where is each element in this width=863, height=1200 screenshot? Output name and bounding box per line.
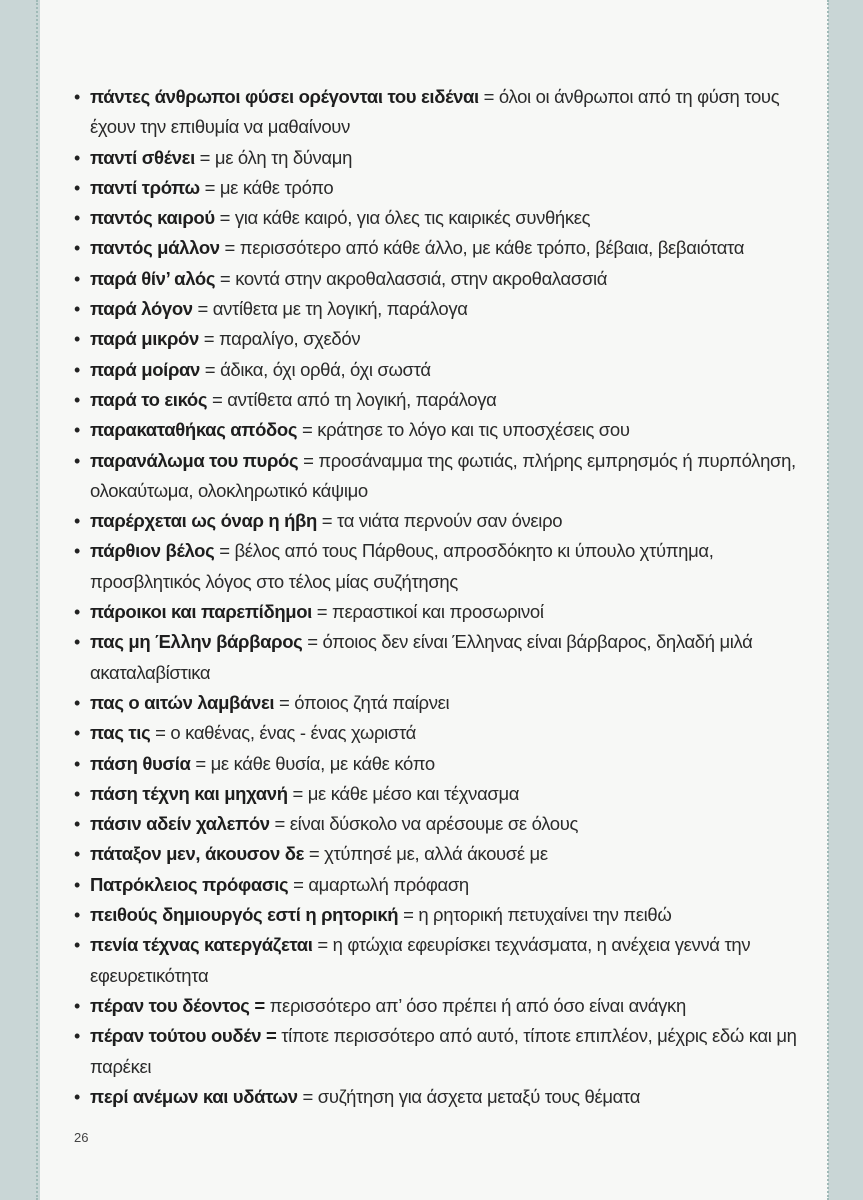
phrase-definition: αντίθετα από τη λογική, παράλογα bbox=[227, 388, 497, 410]
list-item bbox=[74, 627, 819, 688]
bullet-icon: • bbox=[74, 238, 80, 259]
list-item bbox=[74, 809, 819, 839]
phrase-definition: για κάθε καιρό, για όλες τις καιρικές συνθήκες bbox=[234, 207, 591, 229]
bullet-icon: • bbox=[74, 359, 80, 380]
phrase-definition: αμαρτωλή πρόφαση bbox=[308, 873, 469, 895]
bullet-icon: • bbox=[74, 1026, 80, 1047]
bullet-icon: • bbox=[74, 844, 80, 865]
equals-sign: = bbox=[265, 1025, 277, 1047]
equals-sign: = bbox=[307, 631, 318, 653]
list-item bbox=[74, 415, 819, 445]
equals-sign: = bbox=[254, 994, 265, 1016]
equals-sign: = bbox=[199, 146, 211, 168]
phrase-term: Πατρόκλειος πρόφασις bbox=[90, 873, 289, 895]
equals-sign: = bbox=[204, 358, 216, 380]
list-item bbox=[74, 143, 819, 173]
equals-sign: = bbox=[301, 419, 313, 441]
bullet-icon: • bbox=[74, 389, 80, 410]
equals-sign: = bbox=[317, 934, 328, 956]
equals-sign: = bbox=[303, 449, 314, 471]
bullet-icon: • bbox=[74, 905, 80, 926]
equals-sign: = bbox=[302, 1085, 313, 1107]
left-dotted-border bbox=[36, 0, 38, 1200]
phrase-definition: περισσότερο από κάθε άλλο, με κάθε τρόπο, βέβαια, βεβαιότατα bbox=[239, 237, 745, 259]
equals-sign: = bbox=[292, 782, 303, 804]
list-item bbox=[74, 203, 819, 233]
phrase-term: παντί τρόπω bbox=[90, 176, 200, 198]
phrase-term: παντί σθένει bbox=[90, 146, 195, 168]
equals-sign: = bbox=[316, 601, 328, 623]
bullet-icon: • bbox=[74, 783, 80, 804]
phrase-definition: με κάθε τρόπο bbox=[219, 176, 334, 198]
equals-sign: = bbox=[483, 86, 495, 107]
list-item bbox=[74, 82, 819, 143]
bullet-icon: • bbox=[74, 874, 80, 895]
phrase-definition: τα νιάτα περνούν σαν όνειρο bbox=[337, 510, 563, 532]
phrase-term: πειθούς δημιουργός εστί η ρητορική bbox=[90, 904, 399, 926]
phrase-term: πάσιν αδείν χαλεπόν bbox=[90, 813, 270, 835]
phrase-definition: προσάναμμα της φωτιάς, πλήρης εμπρησμός ή πυρπόληση, ολοκαύτωμα, ολοκληρωτικό κάψιμο bbox=[90, 449, 796, 501]
phrase-definition: κοντά στην ακροθαλασσιά, στην ακροθαλασσιά bbox=[235, 267, 608, 289]
bullet-icon: • bbox=[74, 268, 80, 289]
bullet-icon: • bbox=[74, 511, 80, 532]
list-item bbox=[74, 991, 819, 1021]
bullet-icon: • bbox=[74, 723, 80, 744]
phrase-definition: με κάθε μέσο και τέχνασμα bbox=[307, 782, 520, 804]
right-dotted-border bbox=[827, 0, 829, 1200]
list-item bbox=[74, 294, 819, 324]
bullet-icon: • bbox=[74, 602, 80, 623]
equals-sign: = bbox=[204, 176, 216, 198]
equals-sign: = bbox=[321, 510, 333, 532]
bullet-icon: • bbox=[74, 147, 80, 168]
bullet-icon: • bbox=[74, 541, 80, 562]
bullet-icon: • bbox=[74, 177, 80, 198]
phrase-term: πάση τέχνη και μηχανή bbox=[90, 782, 288, 804]
phrase-term: παρανάλωμα του πυρός bbox=[90, 449, 299, 471]
equals-sign: = bbox=[155, 722, 166, 744]
phrase-definition: ο καθένας, ένας - ένας χωριστά bbox=[170, 722, 416, 744]
phrase-term: παρά μικρόν bbox=[90, 328, 199, 350]
phrase-term: πας μη Έλλην βάρβαρος bbox=[90, 631, 303, 653]
list-item bbox=[74, 749, 819, 779]
equals-sign: = bbox=[211, 388, 223, 410]
bullet-icon: • bbox=[74, 632, 80, 653]
list-item bbox=[74, 1021, 819, 1082]
equals-sign: = bbox=[219, 540, 230, 562]
phrase-definition: συζήτηση για άσχετα μεταξύ τους θέματα bbox=[317, 1085, 641, 1107]
phrase-definition: με κάθε θυσία, με κάθε κόπο bbox=[210, 752, 435, 774]
list-item bbox=[74, 779, 819, 809]
phrase-term: παρά λόγον bbox=[90, 298, 193, 320]
phrase-definition: κράτησε το λόγο και τις υποσχέσεις σου bbox=[317, 419, 630, 441]
phrase-definition: βέλος από τους Πάρθους, απροσδόκητο κι ύπουλο χτύπημα, προσβλητικός λόγος στο τέλος μίας συζήτησης bbox=[90, 540, 714, 592]
phrase-definition: αντίθετα με τη λογική, παράλογα bbox=[212, 298, 468, 320]
equals-sign: = bbox=[224, 237, 235, 259]
list-item bbox=[74, 870, 819, 900]
list-item bbox=[74, 718, 819, 748]
phrase-term: πάση θυσία bbox=[90, 752, 191, 774]
phrase-definition: περισσότερο απ’ όσο πρέπει ή από όσο είναι ανάγκη bbox=[269, 994, 686, 1016]
phrase-term: παρά θίν’ αλός bbox=[90, 267, 216, 289]
list-item bbox=[74, 597, 819, 627]
list-item bbox=[74, 1082, 819, 1112]
equals-sign: = bbox=[278, 691, 290, 713]
phrase-definition: η φτώχια εφευρίσκει τεχνάσματα, η ανέχεια γεννά την εφευρετικότητα bbox=[90, 934, 751, 986]
equals-sign: = bbox=[219, 207, 231, 229]
phrase-term: πέραν του δέοντος bbox=[90, 994, 250, 1016]
equals-sign: = bbox=[203, 328, 215, 350]
list-item bbox=[74, 264, 819, 294]
equals-sign: = bbox=[195, 752, 206, 774]
phrase-term: περί ανέμων και υδάτων bbox=[90, 1085, 298, 1107]
bullet-icon: • bbox=[74, 814, 80, 835]
bullet-icon: • bbox=[74, 208, 80, 229]
equals-sign: = bbox=[308, 843, 320, 865]
phrase-term: πενία τέχνας κατεργάζεται bbox=[90, 934, 313, 956]
phrase-term: πάντες άνθρωποι φύσει ορέγονται του ειδέναι bbox=[90, 86, 479, 107]
phrase-term: παρά μοίραν bbox=[90, 358, 200, 380]
equals-sign: = bbox=[403, 904, 414, 926]
list-item bbox=[74, 173, 819, 203]
phrase-definition: χτύπησέ με, αλλά άκουσέ με bbox=[324, 843, 548, 865]
bullet-icon: • bbox=[74, 420, 80, 441]
phrase-definition: άδικα, όχι ορθά, όχι σωστά bbox=[220, 358, 431, 380]
bullet-icon: • bbox=[74, 753, 80, 774]
bullet-icon: • bbox=[74, 450, 80, 471]
phrase-term: πας τις bbox=[90, 722, 151, 744]
phrase-term: πάροικοι και παρεπίδημοι bbox=[90, 601, 312, 623]
equals-sign: = bbox=[274, 813, 285, 835]
list-item bbox=[74, 233, 819, 263]
list-item bbox=[74, 355, 819, 385]
phrase-term: πέραν τούτου ουδέν bbox=[90, 1025, 262, 1047]
phrase-list bbox=[74, 82, 819, 1112]
list-item bbox=[74, 536, 819, 597]
list-item bbox=[74, 688, 819, 718]
equals-sign: = bbox=[293, 873, 304, 895]
phrase-definition: τίποτε περισσότερο από αυτό, τίποτε επιπλέον, μέχρις εδώ και μη παρέκει bbox=[90, 1025, 797, 1077]
phrase-term: παρέρχεται ως όναρ η ήβη bbox=[90, 510, 317, 532]
list-item bbox=[74, 324, 819, 354]
page-number: 26 bbox=[74, 1130, 89, 1145]
phrase-definition: περαστικοί και προσωρινοί bbox=[332, 601, 544, 623]
phrase-definition: όλοι οι άνθρωποι από τη φύση τους έχουν την επιθυμία να μαθαίνουν bbox=[90, 86, 780, 138]
phrase-definition: η ρητορική πετυχαίνει την πειθώ bbox=[418, 904, 672, 926]
phrase-term: πάρθιον βέλος bbox=[90, 540, 215, 562]
list-item bbox=[74, 506, 819, 536]
bullet-icon: • bbox=[74, 87, 80, 107]
list-item bbox=[74, 900, 819, 930]
phrase-definition: όποιος ζητά παίρνει bbox=[294, 691, 450, 713]
list-item bbox=[74, 446, 819, 507]
phrase-term: πας ο αιτών λαμβάνει bbox=[90, 691, 275, 713]
phrase-term: παρά το εικός bbox=[90, 388, 208, 410]
phrase-term: πάταξον μεν, άκουσον δε bbox=[90, 843, 305, 865]
phrase-definition: παραλίγο, σχεδόν bbox=[219, 328, 361, 350]
bullet-icon: • bbox=[74, 329, 80, 350]
equals-sign: = bbox=[219, 267, 231, 289]
list-item bbox=[74, 385, 819, 415]
bullet-icon: • bbox=[74, 935, 80, 956]
list-item bbox=[74, 930, 819, 991]
phrase-term: παντός καιρού bbox=[90, 207, 215, 229]
bullet-icon: • bbox=[74, 299, 80, 320]
phrase-term: παρακαταθήκας απόδος bbox=[90, 419, 298, 441]
phrase-term: παντός μάλλον bbox=[90, 237, 220, 259]
list-item bbox=[74, 839, 819, 869]
bullet-icon: • bbox=[74, 995, 80, 1016]
phrase-definition: είναι δύσκολο να αρέσουμε σε όλους bbox=[289, 813, 579, 835]
equals-sign: = bbox=[197, 298, 208, 320]
bullet-icon: • bbox=[74, 692, 80, 713]
phrase-definition: με όλη τη δύναμη bbox=[214, 146, 353, 168]
bullet-icon: • bbox=[74, 1086, 80, 1107]
phrase-definition: όποιος δεν είναι Έλληνας είναι βάρβαρος, δηλαδή μιλά ακαταλαβίστικα bbox=[90, 631, 753, 683]
